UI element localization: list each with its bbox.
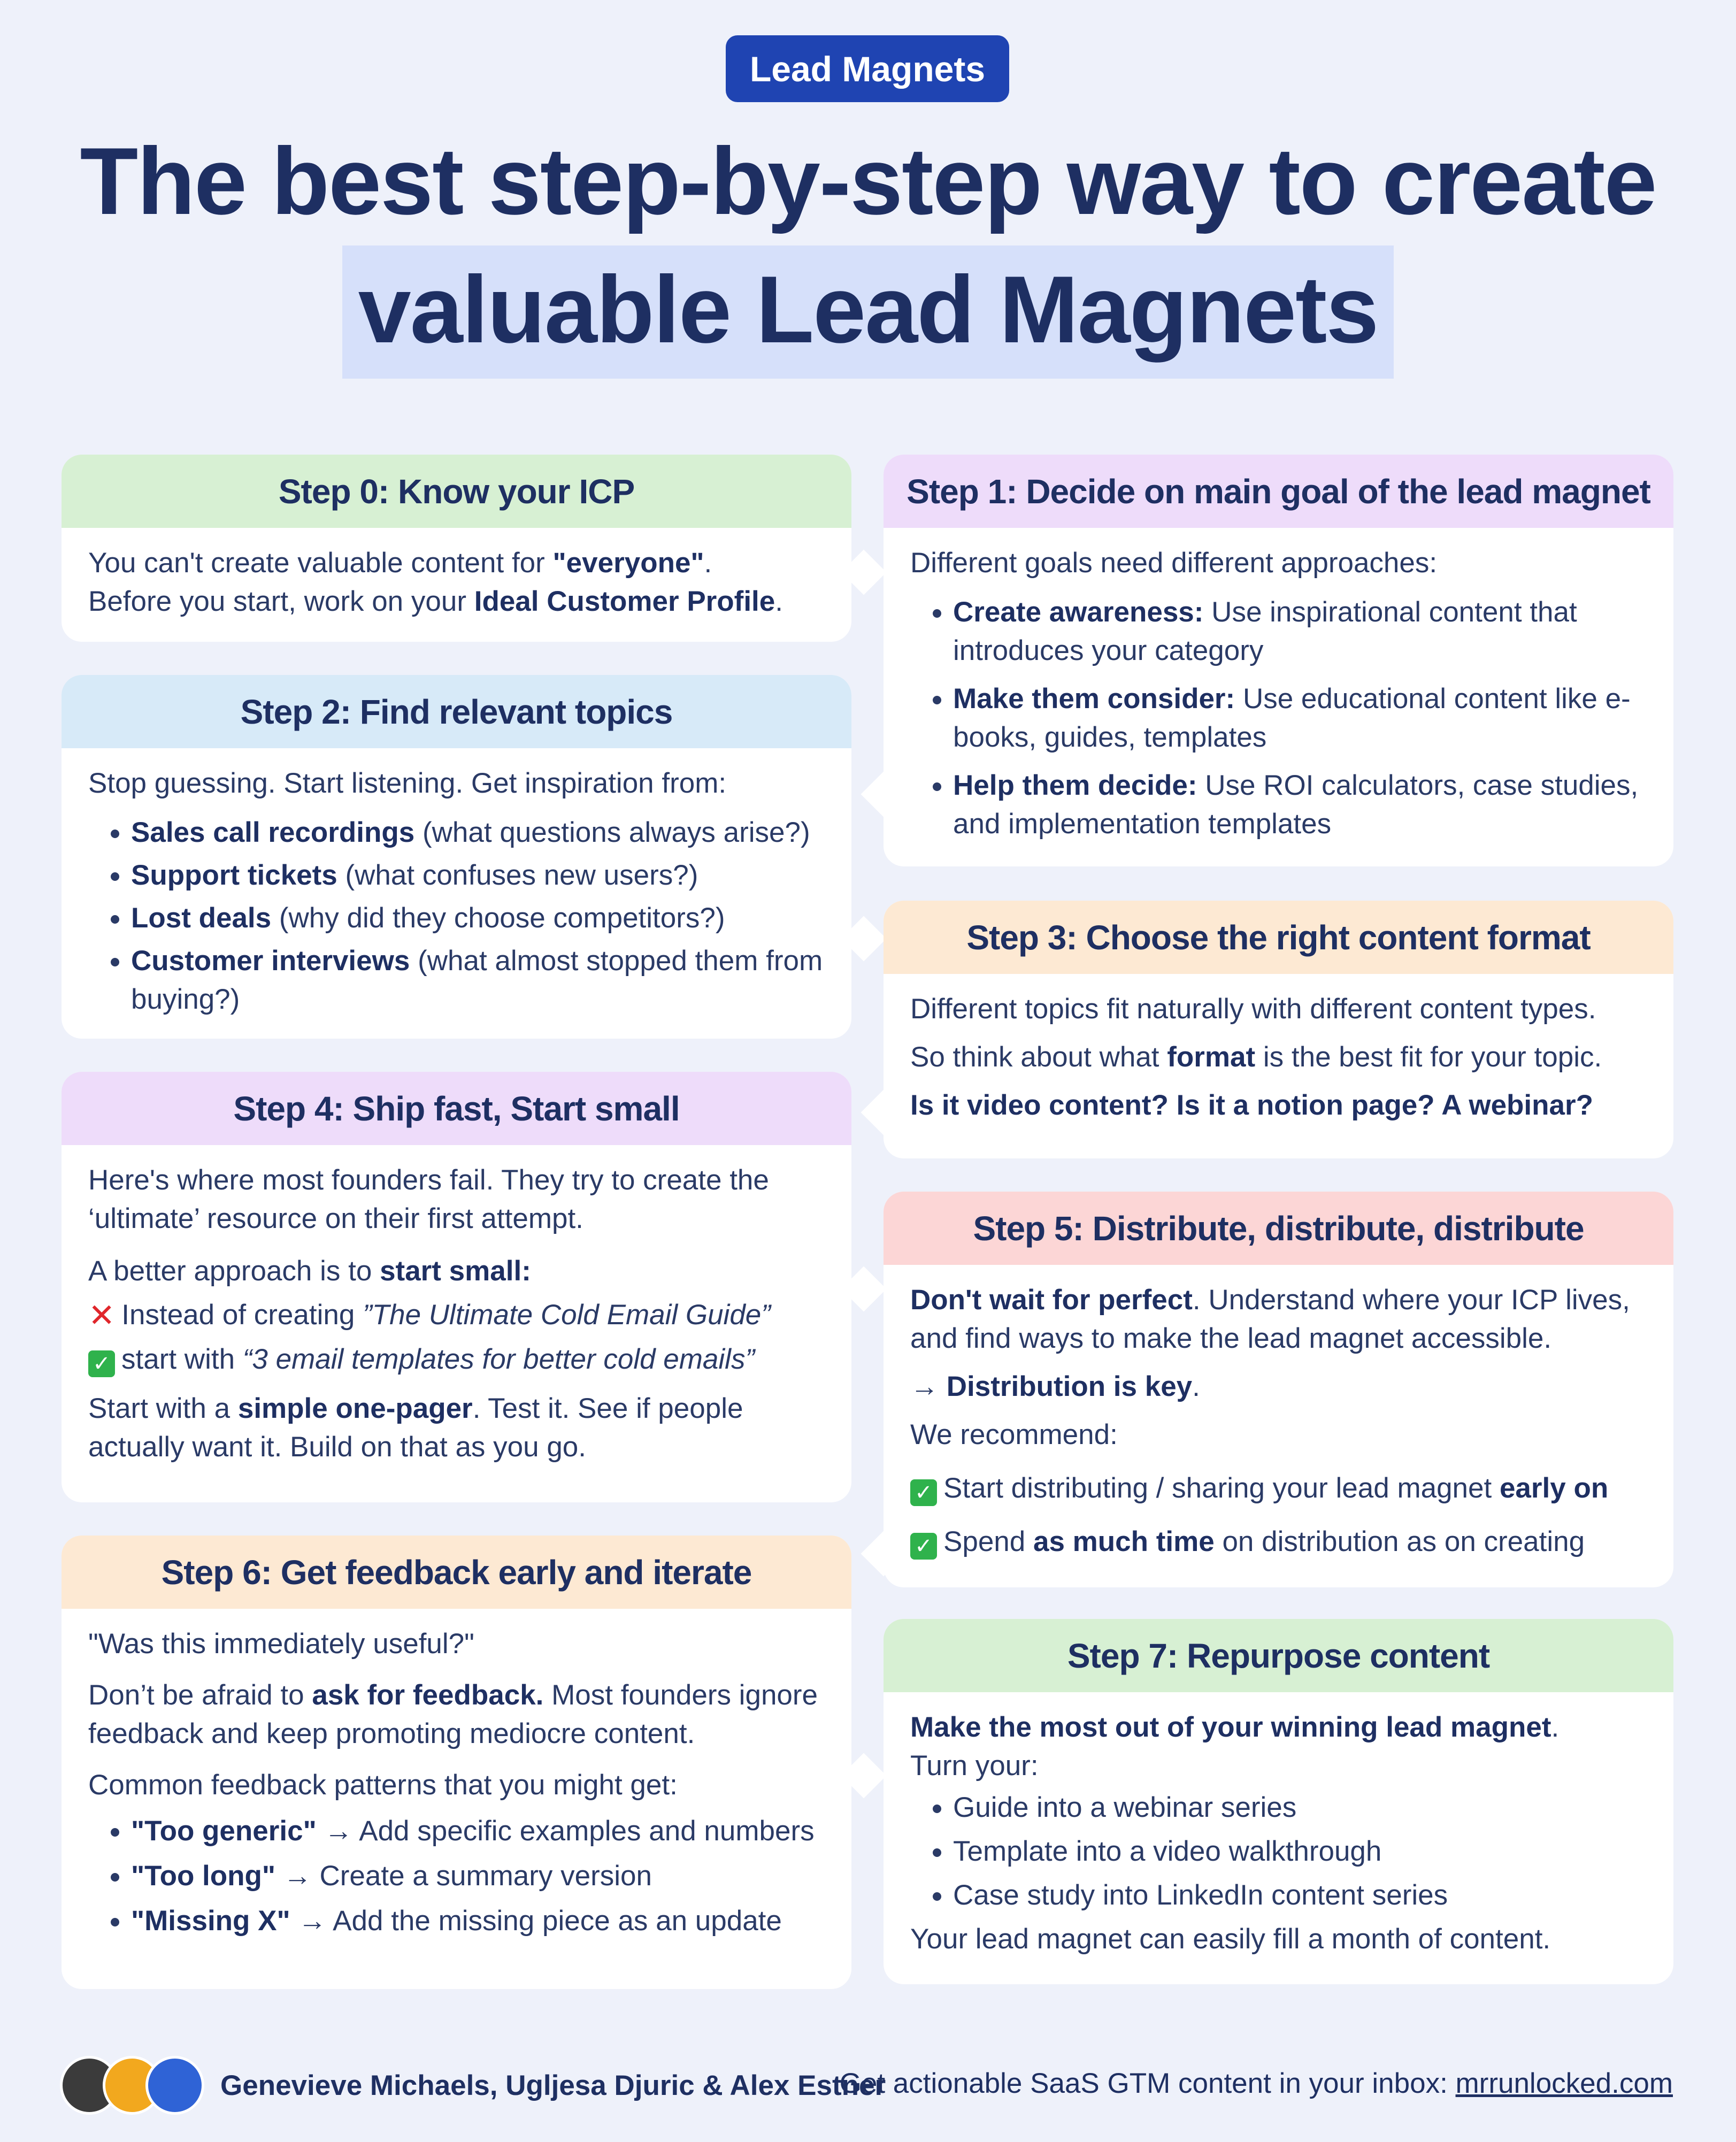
list-item: • "Too generic" → Add specific examples and numbers <box>131 1812 825 1851</box>
list-item: • Sales call recordings (what questions always arise?) <box>131 813 825 852</box>
list-item: • Make them consider: Use educational content like e-books, guides, templates <box>953 680 1647 757</box>
step-3-card <box>884 901 1673 1158</box>
step-2-intro: Stop guessing. Start listening. Get inspiration from: <box>88 767 727 799</box>
step-1-list <box>910 593 1647 843</box>
step-2-card <box>62 675 851 1039</box>
step-4-body: Here's where most founders fail. They try to create the ‘ultimate’ resource on their first attempt. A better approach is to start small: ✕ Instead of creating ”The Ultimate Cold Email Guide” ✓ start with “3 email templates for better cold emails” Start with a simple one-pager. Test it. See if people actually want it. Build on that as you go. <box>88 1164 771 1463</box>
list-item: • Template into a video walkthrough <box>953 1832 1647 1871</box>
list-item: • "Too long" → Create a summary version <box>131 1857 825 1895</box>
list-item: • Create awareness: Use inspirational content that introduces your category <box>953 593 1647 670</box>
check-icon: ✓ <box>910 1479 937 1506</box>
list-item: • Help them decide: Use ROI calculators, case studies, and implementation templates <box>953 766 1647 843</box>
list-item: • Guide into a webinar series <box>953 1788 1647 1827</box>
step-6-body: "Was this immediately useful?" Don’t be afraid to ask for feedback. Most founders ignore feedback and keep promoting mediocre content. Common feedback patterns that you might get: • "Too generic" → Add specific examples and numbers • "Too long" → Create a summary version • "Missing X" → Add the missing piece as an update <box>62 1609 851 1957</box>
step-1-intro: Different goals need different approaches: <box>910 547 1438 579</box>
step-0-title: Step 0: Know your ICP <box>62 455 851 528</box>
page-title-line-1: The best step-by-step way to create <box>80 128 1656 234</box>
list-item: • Lost deals (why did they choose competitors?) <box>131 899 825 938</box>
step-6-card <box>62 1536 851 1989</box>
step-1-body <box>884 528 1673 864</box>
step-1-card <box>884 455 1673 866</box>
step-6-list <box>88 1812 825 1940</box>
authors-names: Genevieve Michaels, Ugljesa Djuric & Alex Estner <box>220 2069 886 2101</box>
check-icon: ✓ <box>88 1350 115 1377</box>
title-highlight: valuable Lead Magnets <box>342 245 1394 379</box>
step-1-title: Step 1: Decide on main goal of the lead magnet <box>884 455 1673 528</box>
step-4-card <box>62 1072 851 1502</box>
website-link[interactable]: mrrunlocked.com <box>1455 2068 1673 2099</box>
step-4-title: Step 4: Ship fast, Start small <box>62 1072 851 1145</box>
step-3-title: Step 3: Choose the right content format <box>884 901 1673 974</box>
avatar <box>145 2056 204 2115</box>
step-0-body: You can't create valuable content for "everyone". Before you start, work on your Ideal Customer Profile. <box>88 547 783 617</box>
list-item: • "Missing X" → Add the missing piece as an update <box>131 1902 825 1940</box>
step-7-title: Step 7: Repurpose content <box>884 1619 1673 1692</box>
step-2-title: Step 2: Find relevant topics <box>62 675 851 748</box>
step-0-card <box>62 455 851 642</box>
step-6-title: Step 6: Get feedback early and iterate <box>62 1536 851 1609</box>
step-7-list <box>910 1788 1647 1915</box>
step-7-body: Make the most out of your winning lead magnet. Turn your: • Guide into a webinar series • Template into a video walkthrough • Case study into LinkedIn content series Your lead magnet can easily fill a month of content. <box>884 1692 1673 1980</box>
step-2-body <box>62 748 851 1035</box>
check-icon: ✓ <box>910 1533 937 1560</box>
step-5-body: Don't wait for perfect. Understand where your ICP lives, and find ways to make the lead magnet accessible. → Distribution is key. We recommend: ✓ Start distributing / sharing your lead magnet early on ✓ Spend as much time on distribution as on creating <box>884 1265 1673 1583</box>
category-tag: Lead Magnets <box>726 35 1009 102</box>
newsletter-cta: Get actionable SaaS GTM content in your inbox: mrrunlocked.com <box>839 2068 1673 2099</box>
cross-icon: ✕ <box>88 1298 116 1333</box>
step-2-list <box>88 813 825 1019</box>
step-5-title: Step 5: Distribute, distribute, distribute <box>884 1192 1673 1265</box>
step-7-card <box>884 1619 1673 1984</box>
step-5-card <box>884 1192 1673 1587</box>
page-title-line-2 <box>0 256 1736 363</box>
list-item: • Customer interviews (what almost stopped them from buying?) <box>131 942 825 1019</box>
list-item: • Support tickets (what confuses new users?) <box>131 856 825 895</box>
list-item: • Case study into LinkedIn content series <box>953 1876 1647 1915</box>
authors-block <box>60 2056 886 2114</box>
step-3-body: Different topics fit naturally with different content types. So think about what format is the best fit for your topic. Is it video content? Is it a notion page? A webinar? <box>910 993 1602 1121</box>
